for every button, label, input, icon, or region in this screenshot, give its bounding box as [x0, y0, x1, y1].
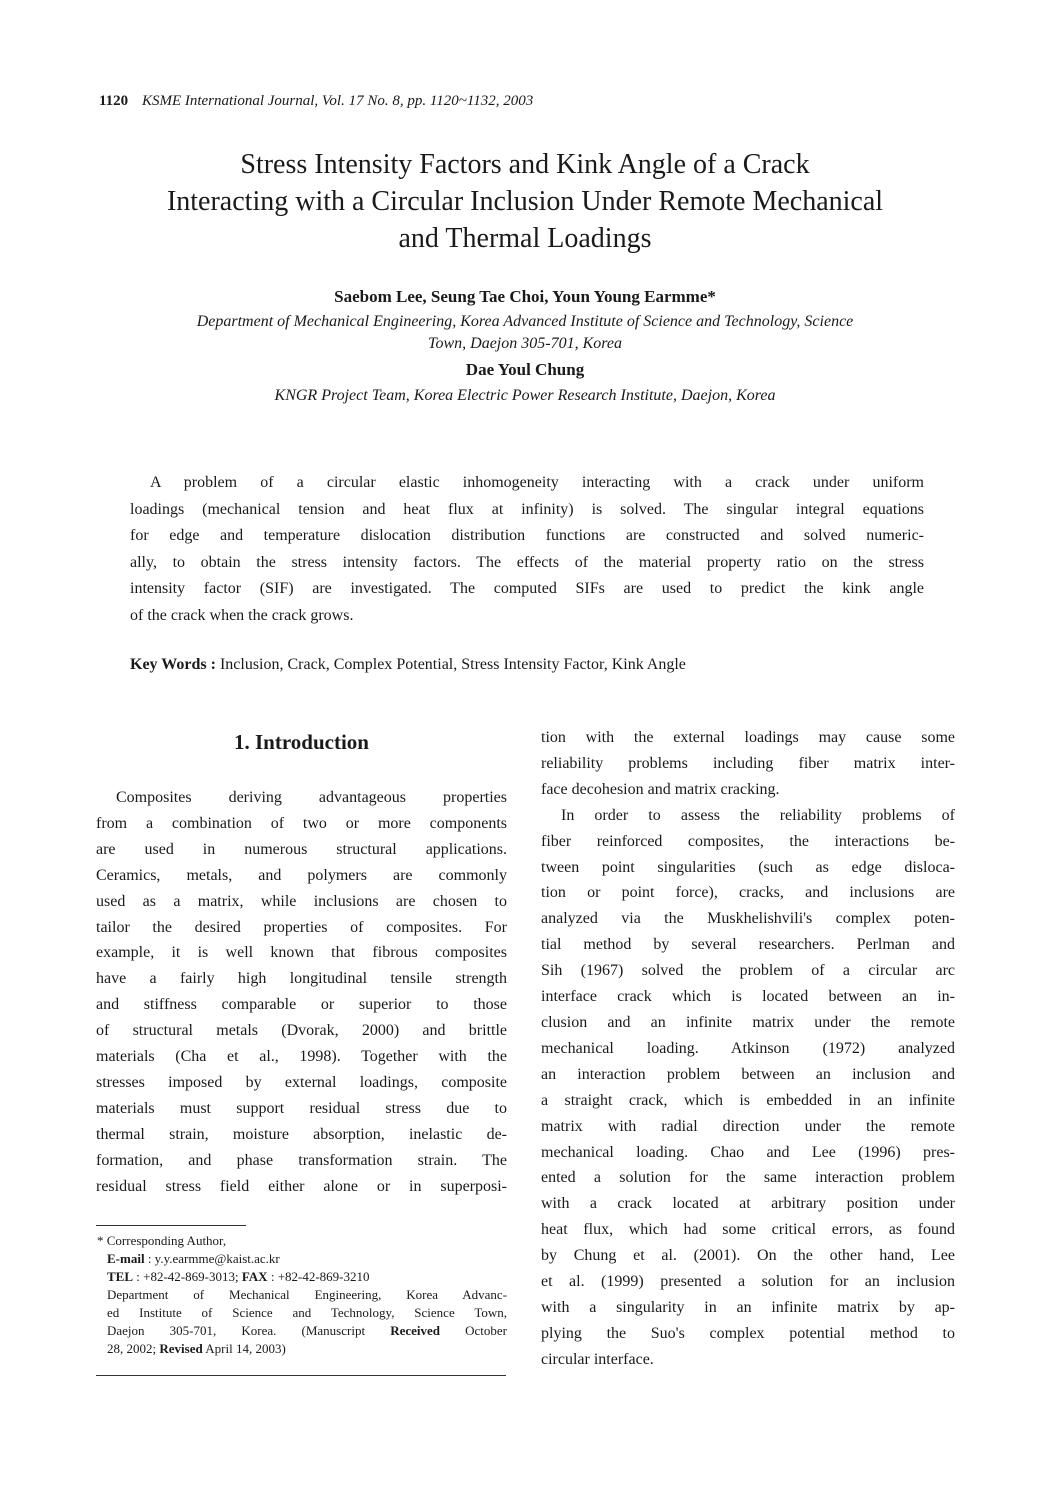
- body-line: et al. (1999) presented a solution for an inclusion: [541, 1273, 955, 1291]
- body-line: In order to assess the reliability problems of: [561, 806, 955, 824]
- body-line: reliability problems including fiber matrix inter-: [541, 754, 955, 772]
- body-line: Sih (1967) solved the problem of a circular arc: [541, 962, 955, 980]
- revised-label: Revised: [159, 1341, 203, 1356]
- body-line: ented a solution for the same interaction problem: [541, 1169, 955, 1187]
- body-line: of structural metals (Dvorak, 2000) and brittle: [96, 1022, 507, 1040]
- body-line: analyzed via the Muskhelishvili's complex poten-: [541, 910, 955, 928]
- body-line: example, it is well known that fibrous composites: [96, 944, 507, 962]
- fax-label: FAX: [241, 1269, 268, 1284]
- body-line: Composites deriving advantageous properties: [116, 789, 507, 806]
- affiliation-2: KNGR Project Team, Korea Electric Power Research Institute, Daejon, Korea: [274, 387, 776, 404]
- abstract-line: A problem of a circular elastic inhomogeneity interacting with a crack under uniform: [150, 474, 924, 491]
- abstract-line: of the crack when the crack grows.: [130, 606, 354, 624]
- body-line: materials must support residual stress due to: [96, 1099, 507, 1117]
- body-line: clusion and an infinite matrix under the remote: [541, 1013, 955, 1031]
- body-line: circular interface.: [541, 1350, 654, 1368]
- footnote-separator: [96, 1225, 246, 1226]
- abstract-line: ally, to obtain the stress intensity factors. The effects of the material property ratio on the stress: [130, 553, 924, 571]
- body-line: interface crack which is located between an in-: [541, 988, 955, 1006]
- author-names-1: Saebom Lee, Seung Tae Choi, Youn Young Earmme*: [334, 287, 716, 306]
- body-line: tion or point force), cracks, and inclusions are: [541, 884, 955, 902]
- right-column-text: [541, 725, 955, 1373]
- abstract-line: loadings (mechanical tension and heat flux at infinity) is solved. The singular integral equations: [130, 500, 924, 518]
- email-line: [107, 1250, 507, 1268]
- email-label: E-mail: [107, 1251, 145, 1266]
- footnote-block: [97, 1232, 507, 1358]
- body-line: a straight crack, which is embedded in an infinite: [541, 1091, 955, 1109]
- body-line: plying the Suo's complex potential method to: [541, 1324, 955, 1342]
- body-line: tial method by several researchers. Perlman and: [541, 936, 955, 954]
- keywords: [130, 654, 930, 676]
- body-line: an interaction problem between an inclusion and: [541, 1065, 955, 1083]
- fax-value: : +82-42-869-3210: [267, 1269, 370, 1284]
- address-line: [107, 1322, 507, 1340]
- body-line: thermal strain, moisture absorption, inelastic de-: [96, 1125, 507, 1143]
- email-value: : y.y.earmme@kaist.ac.kr: [144, 1251, 280, 1266]
- body-line: tailor the desired properties of composites. For: [96, 918, 507, 936]
- paper-title: [90, 146, 960, 257]
- body-line: residual stress field either alone or in superposi-: [96, 1177, 507, 1195]
- body-line: are used in numerous structural applications.: [96, 840, 507, 858]
- corresponding-author-note: * Corresponding Author,: [97, 1233, 227, 1248]
- abstract: [130, 470, 924, 629]
- abstract-line: for edge and temperature dislocation distribution functions are constructed and solved numeric-: [130, 527, 924, 544]
- author-names-2: Dae Youl Chung: [465, 360, 585, 379]
- section-heading: 1. Introduction: [234, 730, 369, 754]
- body-line: by Chung et al. (2001). On the other hand, Lee: [541, 1247, 955, 1265]
- address-text: Daejon 305-701, Korea. (Manuscript: [107, 1323, 391, 1338]
- abstract-line: intensity factor (SIF) are investigated. The computed SIFs are used to predict the kink angle: [130, 580, 924, 597]
- keywords-text: Inclusion, Crack, Complex Potential, Stress Intensity Factor, Kink Angle: [215, 656, 686, 673]
- body-line: formation, and phase transformation strain. The: [96, 1151, 507, 1169]
- tel-value: : +82-42-869-3013;: [133, 1269, 242, 1284]
- received-date-cont: 28, 2002;: [107, 1341, 160, 1356]
- body-line: materials (Cha et al., 1998). Together with the: [96, 1048, 507, 1066]
- body-line: Ceramics, metals, and polymers are commonly: [96, 866, 507, 884]
- body-line: stresses imposed by external loadings, composite: [96, 1073, 507, 1091]
- body-line: mechanical loading. Atkinson (1972) analyzed: [541, 1039, 955, 1057]
- body-line: used as a matrix, while inclusions are chosen to: [96, 892, 507, 910]
- journal-citation: KSME International Journal, Vol. 17 No. 8, pp. 1120~1132, 2003: [141, 93, 534, 109]
- body-line: fiber reinforced composites, the interactions be-: [541, 832, 955, 850]
- affiliation-1-line-1: Department of Mechanical Engineering, Korea Advanced Institute of Science and Technology, Science: [196, 313, 854, 330]
- address-line: [107, 1340, 507, 1358]
- body-line: mechanical loading. Chao and Lee (1996) pres-: [541, 1143, 955, 1161]
- keywords-label: Key Words :: [130, 656, 216, 673]
- left-column-text: [96, 785, 507, 1200]
- tel-label: TEL: [107, 1269, 134, 1284]
- phone-line: [107, 1268, 507, 1286]
- author-block: [60, 286, 990, 407]
- body-line: face decohesion and matrix cracking.: [541, 780, 780, 798]
- title-line-3: and Thermal Loadings: [398, 223, 652, 254]
- body-line: tween point singularities (such as edge disloca-: [541, 858, 955, 876]
- address-line: ed Institute of Science and Technology, Science Town,: [107, 1305, 507, 1320]
- body-line: matrix with radial direction under the remote: [541, 1117, 955, 1135]
- body-line: with a crack located at arbitrary position under: [541, 1195, 955, 1213]
- body-line: with a singularity in an infinite matrix by ap-: [541, 1298, 955, 1316]
- body-line: from a combination of two or more components: [96, 814, 507, 832]
- revised-date: April 14, 2003): [202, 1341, 286, 1356]
- received-label: Received: [390, 1323, 440, 1338]
- body-line: heat flux, which had some critical errors, as found: [541, 1221, 955, 1239]
- body-line: tion with the external loadings may cause some: [541, 729, 955, 746]
- running-head: [99, 93, 533, 110]
- received-date: October: [440, 1323, 507, 1338]
- address-line: Department of Mechanical Engineering, Korea Advanc-: [107, 1287, 507, 1302]
- page-number: 1120: [99, 93, 129, 109]
- title-line-2: Interacting with a Circular Inclusion Under Remote Mechanical: [166, 186, 884, 217]
- footnote-bottom-rule: [96, 1375, 506, 1376]
- body-line: and stiffness comparable or superior to those: [96, 996, 507, 1014]
- title-line-1: Stress Intensity Factors and Kink Angle of a Crack: [240, 149, 810, 180]
- body-line: have a fairly high longitudinal tensile strength: [96, 970, 507, 988]
- affiliation-1-line-2: Town, Daejon 305-701, Korea: [428, 335, 622, 352]
